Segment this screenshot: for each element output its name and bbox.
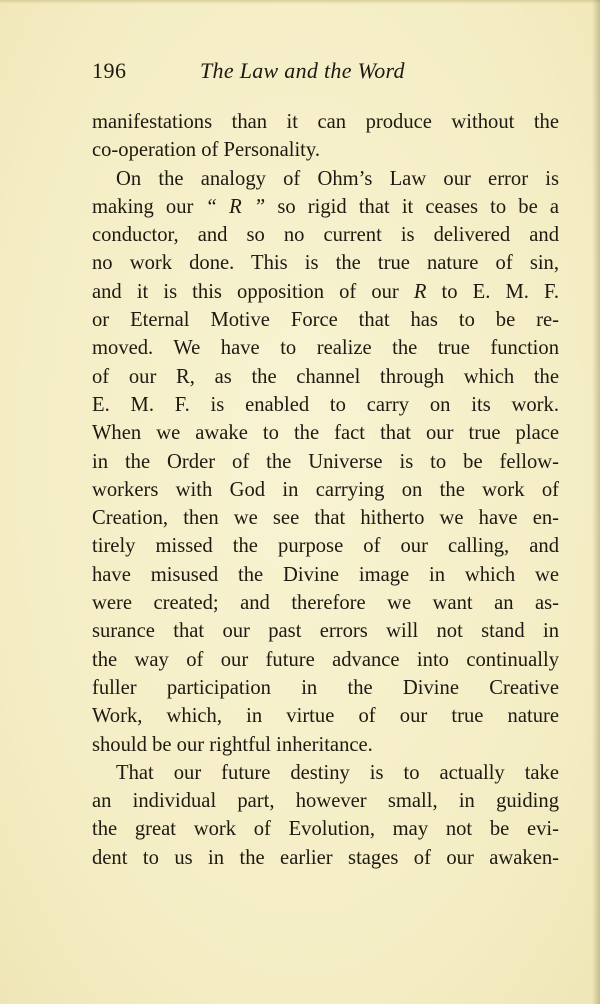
text-line: and it is this opposition of our R to E. M. F. [92,280,559,303]
text-line: E. M. F. is enabled to carry on its work. [92,393,559,416]
text-line: or Eternal Motive Force that has to be re- [92,309,559,332]
text-line: should be our rightful inheritance. [92,733,373,756]
text-line: making our “ R ” so rigid that it ceases to be a [92,195,559,218]
page-number: 196 [92,58,127,83]
paragraph-start-line: On the analogy of Ohm’s Law our error is [116,167,559,190]
page-right-edge-shadow [592,0,600,1004]
text-line: an individual part, however small, in guiding [92,790,559,813]
text-line: fuller participation in the Divine Creative [92,676,559,699]
text-line: manifestations than it can produce without the [92,111,559,133]
text-line: When we awake to the fact that our true place [92,422,559,445]
text-line: dent to us in the earlier stages of our awaken- [92,846,559,869]
text-line: of our R, as the channel through which the [92,365,559,388]
text-line: tirely missed the purpose of our calling, and [92,535,559,558]
text-line: surance that our past errors will not stand in [92,620,559,643]
text-line: co-operation of Personality. [92,139,320,162]
text-line: moved. We have to realize the true function [92,337,559,360]
body-text [92,108,559,872]
page-header [92,58,562,92]
paragraph-start-line: That our future destiny is to actually take [116,761,559,784]
text-line: the great work of Evolution, may not be evi- [92,818,559,841]
text-line: have misused the Divine image in which we [92,563,559,586]
text-line: no work done. This is the true nature of sin, [92,252,559,275]
text-line: were created; and therefore we want an as- [92,592,559,615]
text-line: in the Order of the Universe is to be fellow- [92,450,559,473]
text-line: conductor, and so no current is delivered and [92,224,559,247]
text-line: Creation, then we see that hitherto we have en- [92,507,559,530]
text-line: Work, which, in virtue of our true nature [92,705,559,728]
running-title: The Law and the Word [200,58,405,83]
page-top-edge [0,0,600,4]
text-line: the way of our future advance into continually [92,648,559,671]
text-line: workers with God in carrying on the work of [92,478,559,501]
